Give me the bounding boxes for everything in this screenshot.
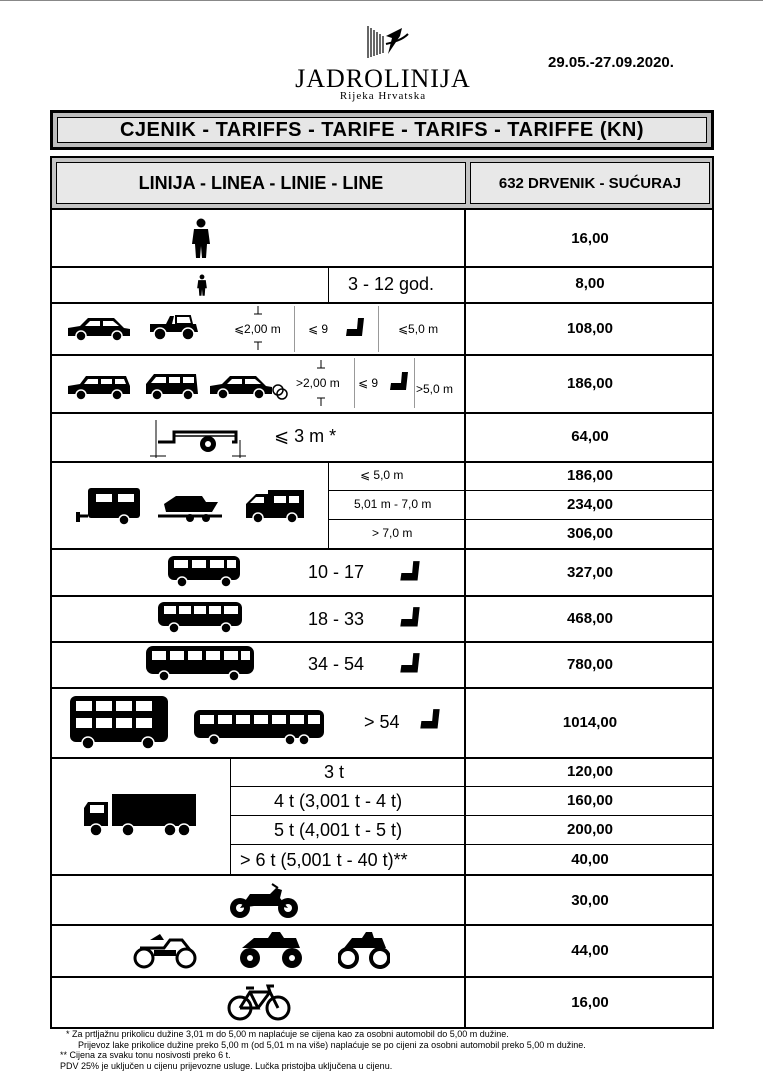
row-rule xyxy=(52,412,712,414)
row-rule xyxy=(52,687,712,689)
truck-tier-3-label: 5 t (4,001 t - 5 t) xyxy=(274,820,403,840)
motorcycle-icon xyxy=(226,880,302,920)
footnote-4: PDV 25% je uključen u cijenu prijevozne usluge. Lučka pristojba uključena u cijenu. xyxy=(60,1060,393,1071)
scooter-icon xyxy=(130,930,200,970)
route-label: 632 DRVENIK - SUĆURAJ xyxy=(470,162,710,204)
truck-tier-4-label: > 6 t (5,001 t - 40 t)** xyxy=(240,850,408,870)
top-rule xyxy=(0,0,763,1)
row-rule xyxy=(52,461,712,463)
car-length-label: ⩽5,0 m xyxy=(398,322,439,336)
price-coach: 780,00 xyxy=(567,656,613,673)
sub-rule xyxy=(230,815,712,816)
brand-subtitle: Rijeka Hrvatska xyxy=(339,90,427,102)
logo-mark-icon xyxy=(358,24,418,64)
caravan-icon xyxy=(74,486,144,526)
price-truck-tier-3: 200,00 xyxy=(567,821,613,838)
sub-divider xyxy=(328,461,329,548)
price-child: 8,00 xyxy=(575,275,605,292)
van-icon xyxy=(144,372,200,402)
seat-icon xyxy=(416,706,444,736)
trailer-icon xyxy=(148,418,248,458)
price-adult: 16,00 xyxy=(571,230,609,247)
price-caravan-tier-1: 186,00 xyxy=(567,467,613,484)
sub-divider xyxy=(328,266,329,302)
seat-icon xyxy=(386,370,412,396)
caravan-tier-1-label: ⩽ 5,0 m xyxy=(360,468,404,482)
estate-car-icon xyxy=(66,372,132,402)
price-minibus: 327,00 xyxy=(567,564,613,581)
price-midibus: 468,00 xyxy=(567,610,613,627)
car-seats-label: ⩽ 9 xyxy=(308,322,329,336)
sub-rule xyxy=(328,519,712,520)
tariff-title: CJENIK - TARIFFS - TARIFE - TARIFS - TARIFFE (KN) xyxy=(57,117,707,143)
tariff-table xyxy=(50,156,714,1029)
row-rule xyxy=(52,548,712,550)
footnote-3: ** Cijena za svaku tonu nosivosti preko 6 t. xyxy=(60,1050,231,1060)
price-car: 108,00 xyxy=(567,320,613,337)
seat-icon xyxy=(396,650,424,680)
validity-date: 29.05.-27.09.2020. xyxy=(548,54,674,71)
price-truck-tier-4: 40,00 xyxy=(571,851,609,868)
footnotes xyxy=(60,1029,760,1071)
price-trailer: 64,00 xyxy=(571,428,609,445)
row-rule xyxy=(52,641,712,643)
price-caravan-tier-3: 306,00 xyxy=(567,525,613,542)
car-with-rack-icon xyxy=(208,372,288,402)
caravan-tier-2-label: 5,01 m - 7,0 m xyxy=(354,497,432,511)
large-car-length-label: >5,0 m xyxy=(416,382,454,396)
table-header xyxy=(52,158,712,210)
truck-icon xyxy=(82,792,198,838)
row-rule xyxy=(52,924,712,926)
minibus-icon xyxy=(166,554,242,588)
midibus-icon xyxy=(156,600,244,634)
footnote-1: * Za prtljažnu prikolicu dužine 3,01 m do 5,00 m naplaćuje se cijena kao za osobni automobil do 5,00 m dužine. xyxy=(66,1029,509,1039)
dotted-divider xyxy=(354,358,355,408)
price-quad: 44,00 xyxy=(571,942,609,959)
caravan-tier-3-label: > 7,0 m xyxy=(372,526,413,540)
column-divider xyxy=(464,208,466,1029)
row-rule xyxy=(52,874,712,876)
price-caravan-tier-2: 234,00 xyxy=(567,496,613,513)
line-label: LINIJA - LINEA - LINIE - LINE xyxy=(56,162,466,204)
price-truck-tier-2: 160,00 xyxy=(567,792,613,809)
sub-rule xyxy=(328,490,712,491)
row-rule xyxy=(52,976,712,978)
person-icon xyxy=(188,218,214,258)
dotted-divider xyxy=(294,306,295,352)
row-rule xyxy=(52,302,712,304)
sub-rule xyxy=(230,786,712,787)
price-large-car: 186,00 xyxy=(567,375,613,392)
dotted-divider xyxy=(414,358,415,408)
sub-rule xyxy=(230,844,712,845)
footnote-2: Prijevoz lake prikolice dužine preko 5,00 m (od 5,01 m na više) naplaćuje se po cijeni za osobni automobil preko 5,00 m dužine. xyxy=(78,1039,586,1050)
coach-seats-label: 34 - 54 xyxy=(308,654,365,674)
camper-icon xyxy=(244,488,310,524)
row-rule xyxy=(52,595,712,597)
child-icon xyxy=(195,274,209,296)
tariff-banner xyxy=(50,110,714,150)
long-coach-icon xyxy=(192,708,326,748)
boat-trailer-icon xyxy=(156,490,226,524)
minibus-seats-label: 10 - 17 xyxy=(308,562,365,582)
price-long-bus: 1014,00 xyxy=(562,714,618,731)
row-rule xyxy=(52,354,712,356)
row-rule xyxy=(52,757,712,759)
truck-tier-2-label: 4 t (3,001 t - 4 t) xyxy=(274,791,403,811)
jeep-icon xyxy=(146,310,202,342)
price-motorcycle: 30,00 xyxy=(571,892,609,909)
double-decker-bus-icon xyxy=(68,694,172,750)
seat-icon xyxy=(342,316,368,342)
row-rule xyxy=(52,266,712,268)
price-truck-tier-1: 120,00 xyxy=(567,763,613,780)
jadrolinija-logo xyxy=(278,28,488,102)
large-car-height-label: >2,00 m xyxy=(296,376,340,390)
large-car-seats-label: ⩽ 9 xyxy=(358,376,379,390)
seat-icon xyxy=(396,558,424,588)
atv-icon xyxy=(238,928,304,970)
quad-bike-icon xyxy=(338,928,390,970)
trailer-length-label: ⩽ 3 m * xyxy=(274,426,337,446)
long-bus-seats-label: > 54 xyxy=(364,712,400,732)
coach-icon xyxy=(144,644,256,682)
seat-icon xyxy=(396,604,424,634)
dotted-divider xyxy=(378,306,379,352)
car-icon xyxy=(66,314,132,342)
brand-name: JADROLINIJA xyxy=(295,64,471,93)
truck-tier-1-label: 3 t xyxy=(324,762,345,782)
child-age-label: 3 - 12 god. xyxy=(348,274,435,294)
price-bicycle: 16,00 xyxy=(571,994,609,1011)
car-height-label: ⩽2,00 m xyxy=(234,322,281,336)
midibus-seats-label: 18 - 33 xyxy=(308,609,365,629)
bicycle-icon xyxy=(226,984,292,1022)
